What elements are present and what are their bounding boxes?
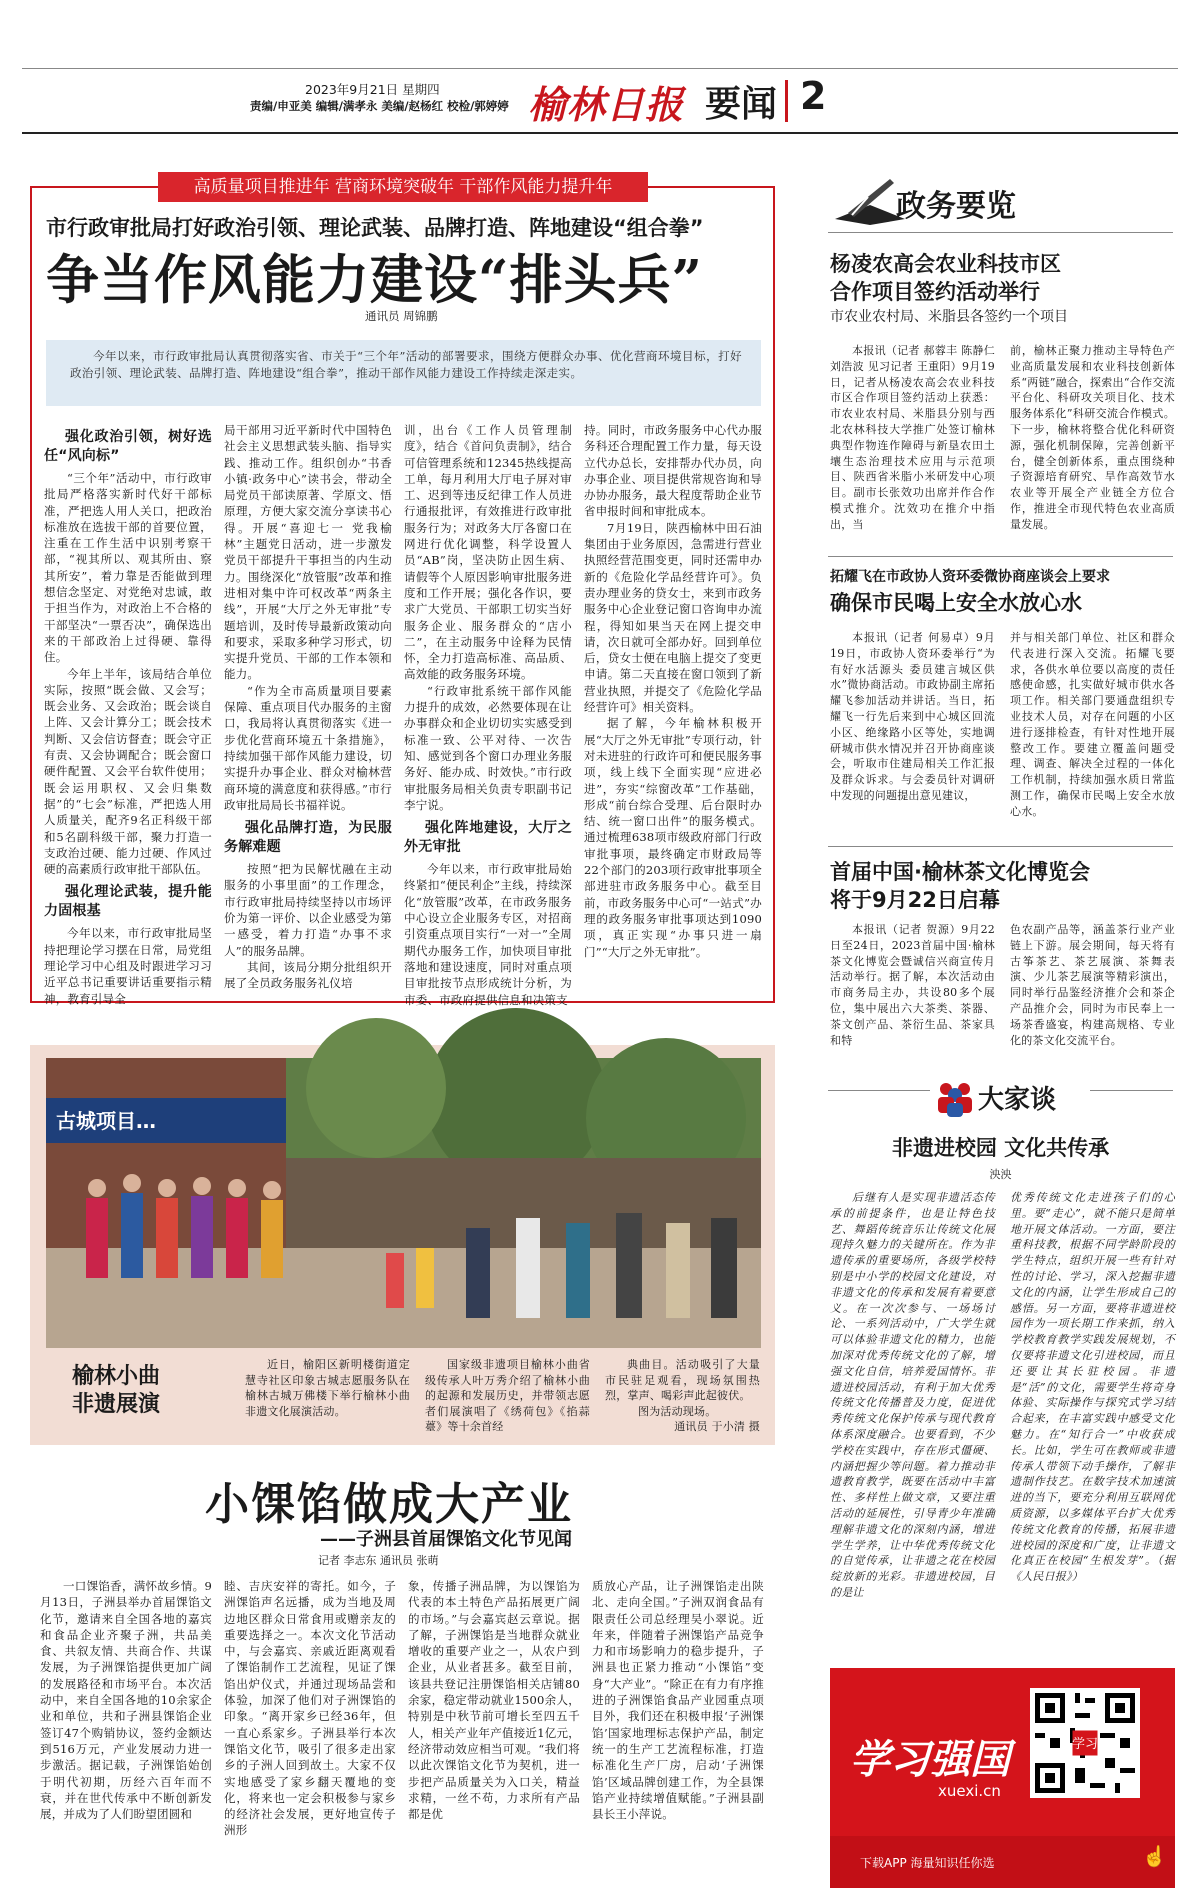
ad-qr-code[interactable] <box>1030 1688 1140 1798</box>
ad-slogan: 下载APP 海量知识任你选 <box>860 1856 995 1870</box>
col2-para-2: “作为全市高质量项目要素保障、重点项目代办服务的主窗口，我局将认真贯彻落实《进一步优化营商环境五十条措施》，持续加强干部作风能力建设，切实提升办事企业、群众对榆林营商环境的满意度和获得感。”市行政审批局局长书福祥说。 <box>224 683 392 812</box>
sidebar-story2-col-2 <box>1010 630 1175 830</box>
story1-headline-line-1: 杨凌农高会农业科技市区 <box>830 252 1061 276</box>
main-story-byline: 通讯员 周锦鹏 <box>365 309 438 323</box>
col2-para-1: 局干部用习近平新时代中国特色社会主义思想武装头脑、指导实践、推动工作。组织创办“书香小镇·政务中心”读书会，带动全局党员干部读原著、学原文、悟原理，方便大家交流分享读书心得。开展“喜迎七一 党我榆林”主题党日活动，进一步激发党员干部提升干事担当的内生动力。围绕深化“放管服”改革和推进相对集中许可权改革“两条主线”，开展“大厅之外无审批”专题培训，及时传导最新政策动向和要求，采取多种学习形式，切实提升党员、干部的工作本领和能力。 <box>224 423 392 682</box>
story3-headline-line-1: 首届中国·榆林茶文化博览会 <box>830 860 1090 884</box>
photo-title-line-1: 榆林小曲 <box>72 1363 161 1389</box>
photo-folk-performance <box>46 1058 761 1348</box>
dumpling-para-1: 一口馃馅香，满怀故乡情。9月13日，子洲县举办首届馃馅文化节，邀请来自全国各地的嘉宾和食品企业齐聚子洲，共品美食、共叙友情、共商合作、共谋发展，为子洲馃馅提供更加广阔的发展路径和市场平台。本次活动中，来自全国各地的10余家企业和单位，共和子洲县馃馅企业签订47个购销协议，签约金额达到516万元，产业发展动力进一步激活。据记载，子洲馃馅始创于明代初期，历经六百年而不衰，并在世代传承中不断创新发展，并成为了人们盼望团圆和 <box>40 1579 212 1822</box>
main-story-lead: 今年以来，市行政审批局认真贯彻落实省、市关于“三个年”活动的部署要求，围绕方便群众办事、优化营商环境目标，打好政治引领、理论武装、品牌打造、阵地建设“组合拳”，推动干部作风能力建设工作持续走深走实。 <box>70 349 742 380</box>
dumpling-col-4 <box>592 1578 764 1894</box>
qr-center-label: 学习 <box>1071 1737 1099 1752</box>
col2-heading-1: 强化品牌打造，为民服务解难题 <box>224 820 392 856</box>
col2-para-4: 其间，该局分期分批组织开展了全员政务服务礼仪培 <box>224 959 392 991</box>
main-col-1 <box>44 422 212 1006</box>
story3-para-2: 色农副产品等，涵盖茶行业产业链上下游。展会期间，每天将有古筝茶艺、茶艺展演、茶舞表演、少儿茶艺展演等精彩演出，同时举行品鉴经济推介会和茶企产品推介会，同时为市民奉上一场茶香盛宴，构建高规格、专业化的茶文化交流平台。 <box>1010 923 1175 1047</box>
main-story-banner: 高质量项目推进年 营商环境突破年 干部作风能力提升年 <box>158 172 648 202</box>
photo-credit: 图为活动现场。 <box>638 1404 717 1418</box>
story4-para-1: 后继有人是实现非遗活态传承的前提条件，也是让特色技艺、舞蹈传统音乐让传统文化展现持久魅力的关键所在。作为非遗传承的重要场所，各级学校特别是中小学的校园文化建设，对非遗文化的传承和发展有着要意义。在一次次参与、一场场讨论、一系列活动中，广大学生就可以体验非遗文化的精力，也能加深对优秀传统文化的了解，增强文化自信，培养爱国情怀。非遗进校园活动，有利于加大优秀传统文化传播普及力度，促进优秀传统文化保护传承与现代教育体系深度融合。也要看到，不少学校在实践中，存在形式僵硬、内涵把握少等问题。着力推动非遗教育教学，既要在活动中丰富性、多样性上做文章，又要注重活动的延展性，引导青少年准确理解非遗文化的深刻内涵，增进学生学养，让中华优秀传统文化的自觉传承，让非遗之花在校园绽放新的光彩。非遗进校园，目的是让 <box>830 1191 995 1599</box>
photo-caption-col-2 <box>425 1357 590 1437</box>
main-col-2 <box>224 422 392 997</box>
col3-para-3: 今年以来，市行政审批局始终紧扣“便民利企”主线，持续深化“放管服”改革，在市政务服务中心设立企业服务专区，对招商引资重点项目实行“一对一”全周期代办服务工作，加快项目审批落地和建设速度，同时对重点项目审批按节点形成统计分析，为市委、市政府提供信息和决策支 <box>404 862 572 1007</box>
government-affairs-logo <box>830 175 1030 229</box>
story4-para-2: 优秀传统文化走进孩子们的心里。要“走心”，就不能只是简单地开展文体活动。一方面，要注重科技教，根据不同学龄阶段的学生特点，组织开展一些有针对性的讨论、学习，深入挖掘非遗文化的内涵，让学生形成自己的感悟。另一方面，要将非遗进校园作为一项长期工作来抓，纳入学校教育教学实践发展规划，不仅要将非遗文化引进校园，而且还要让其长驻校园。非遗是“活”的文化，需要学生将奇身体验、实际操作与探究式学习结合起来，在丰富实践中感受文化魅力。在“知行合一”中收获成长。比如，学生可在教师或非遗传承人带领下动手操作，了解非遗制作技艺。在数字技术加速演进的当下，要充分利用互联网优质资源，以多媒体平台扩大优秀传统文化教育的传播，拓展非遗进校园的深度和广度，让非遗文化真正在校园“生根发芽”。（据《人民日报》） <box>1010 1191 1175 1584</box>
sidebar-rule-2 <box>828 556 1173 557</box>
sidebar-story1-col-2 <box>1010 343 1175 543</box>
photo-caption-3: 典曲目。活动吸引了大量市民驻足观看，现场氛围热烈，掌声、喝彩声此起彼伏。 <box>605 1358 760 1402</box>
main-col-3 <box>404 422 572 1007</box>
sidebar-story4-col-2 <box>1010 1190 1175 1660</box>
photo-caption-col-1 <box>245 1357 410 1437</box>
col3-para-1: 训，出台《工作人员管理制度》，结合《首问负责制》，结合可信管理系统和12345热线提高工单，每月利用大厅电子屏对审工、迟到等违反纪律工作人员进行通报批评，有效推进行政审批服务行为；对政务大厅各窗口在网进行优化调整，科学设置人员“AB”岗，坚决防止因生病、请假等个人原因影响审批服务进度和工作开展；强化各作识，要求广大党员、干部职工切实当好服务企业、服务群众的“店小二”，在主动服务中诠释为民情怀，全力打造高标准、高品质、高效能的政务服务环境。 <box>404 423 572 682</box>
ad-pointer-icon: ☝ <box>1142 1844 1167 1868</box>
discussion-logo <box>930 1075 1090 1119</box>
dumpling-subhead: ——子洲县首届馃馅文化节见闻 <box>320 1529 572 1550</box>
sidebar-story2-col-1 <box>830 630 995 830</box>
ad-domain: xuexi.cn <box>938 1782 1001 1800</box>
story2-para-2: 并与相关部门单位、社区和群众代表进行深入交流。拓耀飞要求，各供水单位要以高度的责任感使命感，扎实做好城市供水各项工作。相关部门要通盘组织专业技术人员，对存在问题的小区进行逐排检查，有针对性地开展整改工作。要建立覆盖问题受理、调查、解决全过程的一体化工作机制，持续加强水质日常监测工作，确保市民喝上安全水放心水。 <box>1010 631 1175 818</box>
sidebar-story2-headline: 确保市民喝上安全水放心水 <box>830 591 1082 615</box>
story3-para-1: 本报讯（记者 贺源）9月22日至24日，2023首届中国·榆林茶文化博览会暨诚信兴商宣传月活动举行。据了解，本次活动由市商务局主办，共设80多个展位，集中展出六大茶类、茶器、茶文创产品、茶衍生品、茶家具和特 <box>830 923 995 1047</box>
story1-para-1: 本报讯（记者 郝蓉丰 陈静仁 刘浩波 见习记者 王重阳）9月19日，记者从杨凌农高会农业科技市区合作项目签约活动上获悉：市农业农村局、米脂县分别与西北农林科技大学推广处签订榆林典型作物连作障碍与新垦农田土壤生态治理技术应用与示范项目、陕西省米脂小米研发中心项目。副市长张效功出席并作合作模式推介。沈效功在推介中指出，当 <box>830 344 995 531</box>
sidebar-story1-headline <box>830 250 1175 306</box>
photo-title-line-2: 非遗展演 <box>72 1391 161 1417</box>
newspaper-logo: 榆林日报 <box>528 82 685 127</box>
photo-caption-1: 近日，榆阳区新明楼街道定慧寺社区印象古城志愿服务队在榆林古城万佛楼下举行榆林小曲非遗文化展演活动。 <box>245 1358 410 1418</box>
header-divider <box>785 80 788 122</box>
main-col-4 <box>584 422 762 997</box>
sidebar-story3-col-2 <box>1010 922 1175 1052</box>
col1-heading-2: 强化理论武装，提升能力固根基 <box>44 884 212 920</box>
story2-para-1: 本报讯（记者 何易卓）9月19日，市政协人资环委举行“为有好水活源头 委员建言城区供水”微协商活动。市政协副主席拓耀飞参加活动并讲话。当日，拓耀飞一行先后来到中心城区回流小区、绝缘路小区等处，实地调研城市供水情况并召开协商座谈会，听取市住建局相关工作汇报及群众诉求。与会委员针对调研中发现的问题提出意见建议， <box>830 631 995 802</box>
dumpling-para-4: 质放心产品，让子洲馃馅走出陕北、走向全国。”子洲双润食品有限责任公司总经理吴小翠说。近年来，伴随着子洲馃馅产品竞争力和市场影响力的稳步提升，子洲县也正紧力推动“小馃馅”变身“大产业”。“除正在有力有序推进的子洲馃馅食品产业园重点项目外，我们还在积极申报‘子洲馃馅’国家地理标志保护产品，制定统一的生产工艺流程标准，打造标准化生产厂房，启动‘子洲馃馅’区域品牌创建工作，为全县馃馅产业持续增值赋能。”子洲县副县长王小萍说。 <box>592 1579 764 1822</box>
header-bottom-rule <box>22 132 1178 134</box>
top-rule <box>22 68 1178 69</box>
story3-headline-line-2: 将于9月22日启幕 <box>830 888 1000 912</box>
dumpling-col-3 <box>408 1578 580 1894</box>
col1-para-2: 今年上半年，该局结合单位实际，按照“既会做、又会写；既会业务、又会政治；既会谈自上阵、又会计算分工；既会技术判断、又会信访督查；既会守正有责、又会协调配合；既会窗口硬件配置、又会平台软件使用；既会运用职权、又会归集数据”的“七会”标准，严把选人用人质量关，配齐9名正科级干部和5名副科级干部，聚力打造一支政治过硬、能力过硬、作风过硬的高素质行政审批干部队伍。 <box>44 666 212 877</box>
sidebar-story1-col-1 <box>830 343 995 543</box>
people-group-icon <box>934 1077 976 1117</box>
sidebar-rule-3 <box>828 846 1173 847</box>
government-affairs-title: 政务要览 <box>896 189 1016 224</box>
sidebar-story4-headline: 非遗进校园 文化共传承 <box>891 1135 1110 1160</box>
sidebar-story3-headline <box>830 858 1175 914</box>
xuexi-ad[interactable] <box>830 1668 1175 1888</box>
dumpling-col-1 <box>40 1578 212 1894</box>
col3-heading-1: 强化阵地建设，大厅之外无审批 <box>404 820 572 856</box>
page-number: 2 <box>800 74 827 118</box>
col3-para-2: “行政审批系统干部作风能力提升的成效，必然要体现在让办事群众和企业切切实实感受到标准一致、公平对待、一次告知、感觉到各个窗口办理业务服务好、能办成、时效快。”市行政审批服务局相关负责专职副书记李宁说。 <box>404 683 572 812</box>
sidebar-story2-kicker: 拓耀飞在市政协人资环委微协商座谈会上要求 <box>830 569 1110 585</box>
dumpling-col-2 <box>224 1578 396 1894</box>
col1-para-1: “三个年”活动中，市行政审批局严格落实新时代好干部标准，严把选人用人关口，把政治标准放在选拔干部的首要位置，注重在工作生活中识别考察干部，“视其所以、观其所由、察其所安”，着力靠是否能做到理想信念坚定、对党绝对忠诚，敢于担当作为，对政治上不合格的干部坚决“一票否决”，确保选出来的干部政治上过得硬、靠得住。 <box>44 471 212 665</box>
photo-caption-2: 国家级非遗项目榆林小曲省级传承人叶万秀介绍了榆林小曲的起源和发展历史，并带领志愿者们展演唱了《绣荷包》《掐蒜薹》等十余首经 <box>425 1358 590 1433</box>
dumpling-byline: 记者 李志东 通讯员 张萌 <box>318 1554 439 1567</box>
dumpling-para-3: 象，传播子洲品牌，为以馃馅为代表的本土特色产品拓展更广阔的市场。”与会嘉宾赵云章说。据了解，子洲馃馅是当地群众就业增收的重要产业之一，从农户到企业，从业者甚多。截至目前，该县共登记注册馃馅相关店铺80余家，稳定带动就业1500余人，特别是中秋节前可增长至四五千人，相关产业年产值接近1亿元，经济带动效应相当可观。“我们将以此次馃馅文化节为契机，进一步把产品质量关为入口关，精益求精，一丝不苟，力求所有产品都是优 <box>408 1579 580 1822</box>
sidebar-story4-byline: 泱泱 <box>989 1168 1012 1181</box>
photo-caption-col-3 <box>605 1357 760 1437</box>
main-story-headline: 争当作风能力建设“排头兵” <box>46 249 703 311</box>
col4-para-2: 7月19日，陕西榆林中田石油集团由于业务原因，急需进行营业执照经营范围变更，同时还需申办新的《危险化学品经营许可》。负责办理业务的贷女士，来到市政务服务中心企业登记窗口咨询申办流程，得知如果当天在网上提交申请，次日就可全部办好。回到单位后，贷女士便在电脑上提交了变更申请。第二天直接在窗口领到了新营业执照，并提交了《危险化学品经营许可》相关资料。 <box>584 520 762 715</box>
photo-byline: 通讯员 于小清 摄 <box>674 1420 760 1433</box>
col2-para-3: 按照“把为民解忧融在主动服务的小事里面”的工作理念，市行政审批局持续坚持以市场评价为第一评价、以企业感受为第一感受，着力打造“办事不求人”的服务品牌。 <box>224 862 392 958</box>
col1-para-3: 今年以来，市行政审批局坚持把理论学习摆在日常，局党组理论学习中心组及时跟进学习习近平总书记重要讲话重要指示精神，教育引导全 <box>44 926 212 1006</box>
discussion-title: 大家谈 <box>978 1085 1057 1115</box>
section-title: 要闻 <box>705 84 778 125</box>
photo-story-title <box>72 1362 160 1418</box>
header-staff: 责编/申亚美 编辑/满孝永 美编/赵杨红 校检/郭婷婷 <box>250 99 509 113</box>
ad-logo-text: 学习强国 <box>850 1736 1010 1783</box>
header-date: 2023年9月21日 星期四 <box>305 82 440 97</box>
dumpling-para-2: 睦、吉庆安祥的寄托。如今，子洲馃馅声名远播，成为当地及周边地区群众日常食用或赠亲友的重要选择之一。本次文化节活动中，与会嘉宾、亲戚近距离观看了馃馅制作工艺流程，见证了馃馅出炉仪式，并通过现场品尝和体验，加深了他们对子洲馃馅的印象。“离开家乡已经36年，但一直心系家乡。子洲县举行本次馃馅文化节，吸引了很多走出家乡的子洲人回到故土。大家不仅实地感受了家乡翻天覆地的变化，将来也一定会积极参与家乡的经济社会发展，更好地宣传子洲形 <box>224 1579 396 1838</box>
story1-headline-line-2: 合作项目签约活动举行 <box>830 280 1040 304</box>
sidebar-story4-col-1 <box>830 1190 995 1660</box>
sidebar-story1-subhead: 市农业农村局、米脂县各签约一个项目 <box>830 309 1068 325</box>
col4-para-3: 据了解，今年榆林积极开展“大厅之外无审批”专项行动，针对未进驻的行政许可和便民服务事项，线上线下全面实现“应进必进”，夯实“综窗改革”工作基础，形成“前台综合受理、后台限时办结、统一窗口出件”的服务模式。通过梳理638项市级政府部门行政审批事项，最终确定市财政局等22个部门的203项行政审批事项全部进驻市政务服务中心。截至目前，市政务服务中心可“一站式”办理的政务服务审批事项达到1090项，真正实现“办事只进一扇门”“大厅之外无审批”。 <box>584 716 762 959</box>
photo-illustration <box>46 1058 761 1348</box>
qr-code-icon <box>1030 1688 1140 1798</box>
col4-para-1: 持。同时，市政务服务中心代办服务科还合理配置工作力量，每天设立代办总长，安排帮办代办员，向办事企业、项目提供常规咨询和导办协办服务，最大程度帮助企业节省申报时间和审批成本。 <box>584 423 762 519</box>
story1-para-2: 前，榆林正聚力推动主导特色产业高质量发展和农业科技创新体系“两链”融合，探索出“合作交流平台化、科研攻关项目化、技术服务体系化”科研交流合作模式。下一步，榆林将整合优化科研资源，强化机制保障，完善创新平台，健全创新体系，重点围绕种子资源培育研究、旱作高效节水农业等开展全产业链全方位合作，推进全市现代特色农业高质量发展。 <box>1010 344 1175 531</box>
sidebar-story3-col-1 <box>830 922 995 1052</box>
col1-heading-1: 强化政治引领，树好选任“风向标” <box>44 429 212 464</box>
main-story-kicker: 市行政审批局打好政治引领、理论武装、品牌打造、阵地建设“组合拳” <box>46 216 704 240</box>
sidebar-rule-1 <box>828 232 1173 233</box>
photo-sign-text: 古城项目… <box>56 1109 156 1133</box>
dumpling-headline: 小馃馅做成大产业 <box>205 1479 573 1530</box>
